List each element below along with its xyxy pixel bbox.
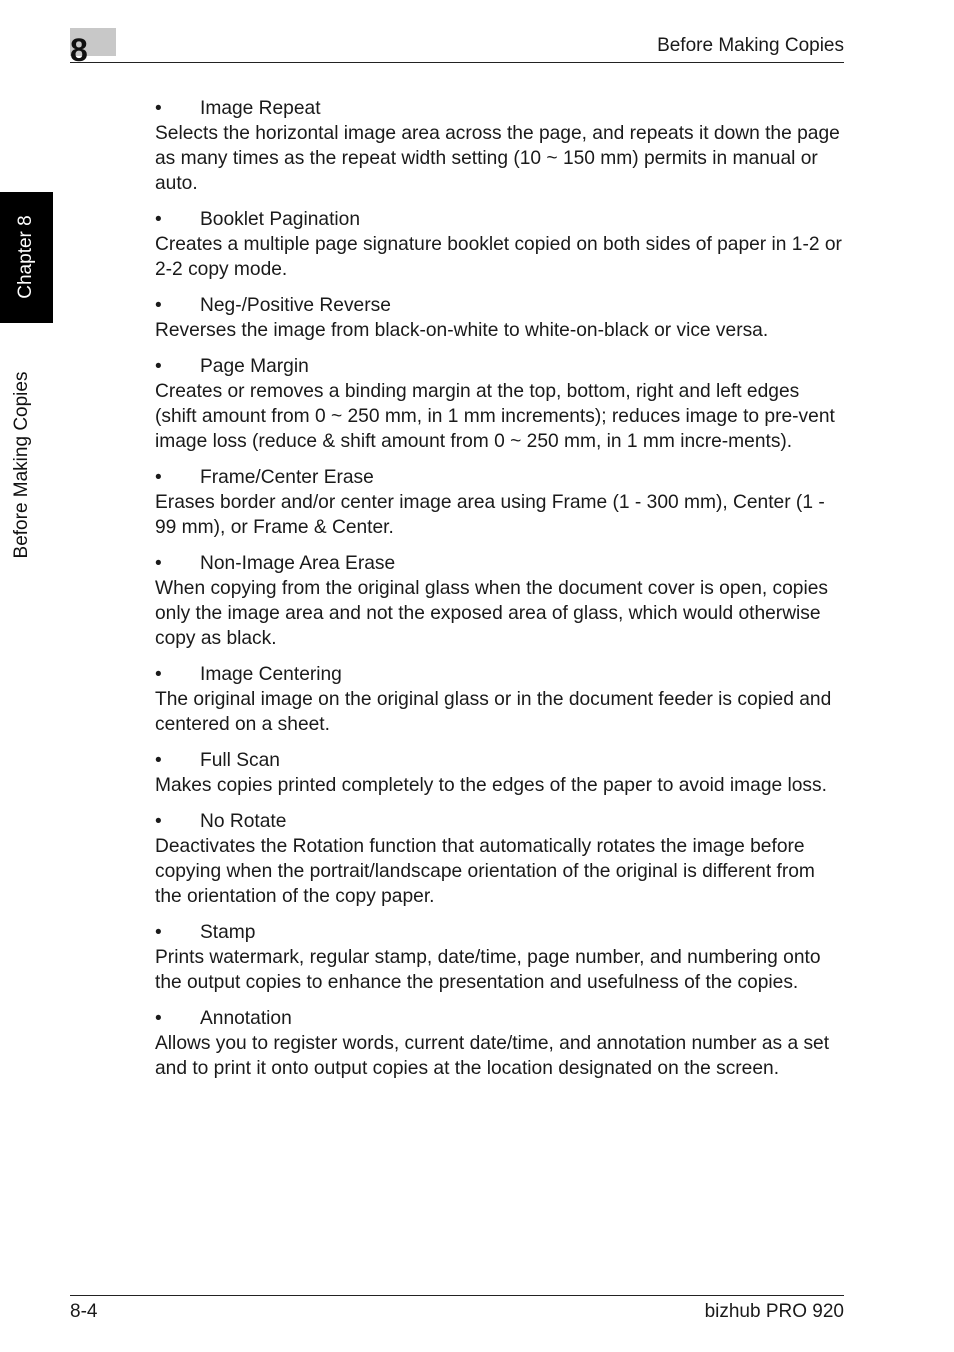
footer-divider <box>70 1295 844 1296</box>
bullet-icon: • <box>155 750 162 771</box>
feature-item <box>155 551 845 651</box>
feature-description: Makes copies printed completely to the edges of the paper to avoid image loss. <box>155 775 827 796</box>
feature-title: Stamp <box>200 922 256 943</box>
feature-title: Neg-/Positive Reverse <box>200 295 391 316</box>
feature-title: Image Centering <box>200 664 342 685</box>
feature-title: Page Margin <box>200 356 309 377</box>
feature-description: Prints watermark, regular stamp, date/time, page number, and numbering onto the output copies to enhance the presentation and usefulness of the copies. <box>155 947 821 993</box>
feature-title: Frame/Center Erase <box>200 467 374 488</box>
feature-item <box>155 920 845 995</box>
bullet-icon: • <box>155 922 162 943</box>
feature-title: Non-Image Area Erase <box>200 553 396 574</box>
header-section-title: Before Making Copies <box>657 35 844 56</box>
feature-title: Annotation <box>200 1008 292 1029</box>
feature-heading <box>155 748 845 773</box>
bullet-icon: • <box>155 467 162 488</box>
feature-title: Booklet Pagination <box>200 209 361 230</box>
bullet-icon: • <box>155 98 162 119</box>
feature-item <box>155 207 845 282</box>
feature-heading <box>155 207 845 232</box>
feature-heading <box>155 809 845 834</box>
feature-description: Deactivates the Rotation function that automatically rotates the image before copying when the portrait/landscape orientation of the original is different from the orientation of the copy paper. <box>155 836 815 907</box>
feature-description: Creates a multiple page signature booklet copied on both sides of paper in 1-2 or 2-2 copy mode. <box>155 234 842 280</box>
feature-description: Reverses the image from black-on-white to white-on-black or vice versa. <box>155 320 769 341</box>
feature-item <box>155 1006 845 1081</box>
feature-heading <box>155 354 845 379</box>
feature-item <box>155 465 845 540</box>
bullet-icon: • <box>155 295 162 316</box>
bullet-icon: • <box>155 209 162 230</box>
feature-list <box>155 96 845 1092</box>
feature-description: Allows you to register words, current date/time, and annotation number as a set and to print it onto output copies at the location designated on the screen. <box>155 1033 830 1079</box>
feature-heading <box>155 920 845 945</box>
feature-item <box>155 662 845 737</box>
footer-product-name: bizhub PRO 920 <box>704 1301 844 1322</box>
bullet-icon: • <box>155 553 162 574</box>
feature-description: When copying from the original glass when the document cover is open, copies only the image area and not the exposed area of glass, which would otherwise copy as black. <box>155 578 828 649</box>
header-divider <box>70 62 844 63</box>
feature-heading <box>155 96 845 121</box>
feature-description: Erases border and/or center image area using Frame (1 - 300 mm), Center (1 - 99 mm), or Frame & Center. <box>155 492 825 538</box>
footer-page-number: 8-4 <box>70 1301 98 1322</box>
feature-title: Full Scan <box>200 750 280 771</box>
feature-heading <box>155 551 845 576</box>
bullet-icon: • <box>155 1008 162 1029</box>
feature-description: Creates or removes a binding margin at the top, bottom, right and left edges (shift amount from 0 ~ 250 mm, in 1 mm increments); reduces image to pre-vent image loss (reduce & shift amount from 0 ~ 250 mm, in 1 mm incre-ments). <box>155 381 835 452</box>
chapter-number: 8 <box>70 32 88 68</box>
section-side-label: Before Making Copies <box>11 371 32 559</box>
feature-item <box>155 748 845 798</box>
bullet-icon: • <box>155 664 162 685</box>
feature-item <box>155 354 845 454</box>
feature-heading <box>155 465 845 490</box>
bullet-icon: • <box>155 356 162 377</box>
feature-item <box>155 96 845 196</box>
feature-description: Selects the horizontal image area across the page, and repeats it down the page as many times as the repeat width setting (10 ~ 150 mm) permits in manual or auto. <box>155 123 840 194</box>
feature-description: The original image on the original glass or in the document feeder is copied and centered on a sheet. <box>155 689 832 735</box>
feature-item <box>155 293 845 343</box>
feature-heading <box>155 293 845 318</box>
feature-title: No Rotate <box>200 811 287 832</box>
chapter-side-tab-label: Chapter 8 <box>15 215 36 299</box>
bullet-icon: • <box>155 811 162 832</box>
feature-heading <box>155 1006 845 1031</box>
feature-title: Image Repeat <box>200 98 321 119</box>
feature-item <box>155 809 845 909</box>
feature-heading <box>155 662 845 687</box>
